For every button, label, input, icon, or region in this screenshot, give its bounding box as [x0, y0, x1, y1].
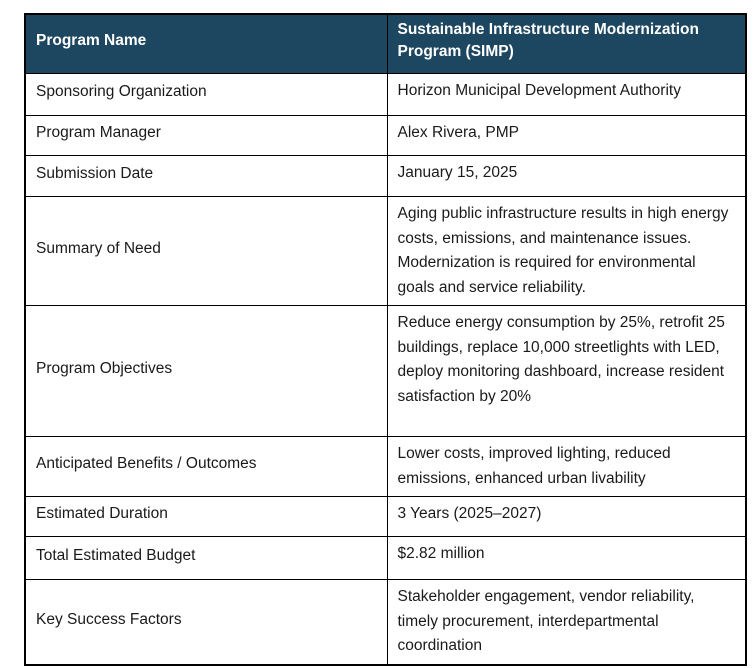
row-label: Anticipated Benefits / Outcomes [25, 437, 387, 497]
header-label-program-name: Program Name [25, 14, 387, 74]
row-value: Aging public infrastructure results in high energy costs, emissions, and maintenance issues. Modernization is required for environmental goals and service reliability. [387, 197, 746, 306]
row-label: Estimated Duration [25, 497, 387, 537]
row-label: Program Objectives [25, 306, 387, 437]
table-row-sponsoring-organization [25, 74, 746, 116]
table-row-program-manager [25, 116, 746, 156]
row-label: Key Success Factors [25, 580, 387, 665]
row-label: Sponsoring Organization [25, 74, 387, 116]
table-row-program-objectives [25, 306, 746, 437]
row-label: Summary of Need [25, 197, 387, 306]
row-value: $2.82 million [387, 537, 746, 580]
program-summary-table [24, 13, 747, 666]
row-value: 3 Years (2025–2027) [387, 497, 746, 537]
program-summary-document [24, 13, 747, 666]
row-label: Total Estimated Budget [25, 537, 387, 580]
row-value: January 15, 2025 [387, 156, 746, 197]
row-label: Program Manager [25, 116, 387, 156]
table-row-total-estimated-budget [25, 537, 746, 580]
row-value: Stakeholder engagement, vendor reliability, timely procurement, interdepartmental coordination [387, 580, 746, 665]
table-row-key-success-factors [25, 580, 746, 665]
table-row-anticipated-benefits [25, 437, 746, 497]
header-value-program-title: Sustainable Infrastructure Modernization Program (SIMP) [387, 14, 746, 74]
row-value: Lower costs, improved lighting, reduced emissions, enhanced urban livability [387, 437, 746, 497]
row-value: Alex Rivera, PMP [387, 116, 746, 156]
table-header-row [25, 14, 746, 74]
row-label: Submission Date [25, 156, 387, 197]
row-value: Horizon Municipal Development Authority [387, 74, 746, 116]
table-row-estimated-duration [25, 497, 746, 537]
row-value: Reduce energy consumption by 25%, retrofit 25 buildings, replace 10,000 streetlights with LED, deploy monitoring dashboard, increase resident satisfaction by 20% [387, 306, 746, 437]
table-row-summary-of-need [25, 197, 746, 306]
table-row-submission-date [25, 156, 746, 197]
